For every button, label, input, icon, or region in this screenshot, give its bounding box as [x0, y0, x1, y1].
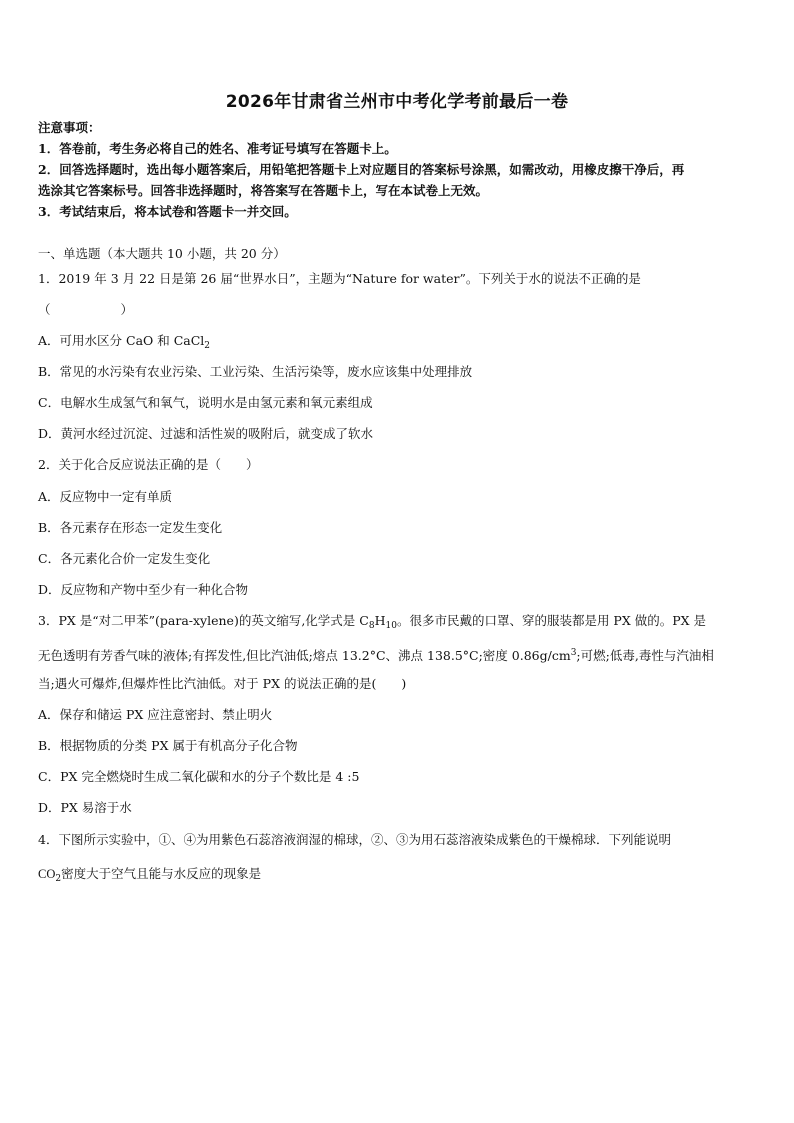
q4-stem-line1: 4．下图所示实验中，①、④为用紫色石蕊溶液润湿的棉球，②、③为用石蕊溶液染成紫色的干燥棉球．下列能说明 [38, 832, 671, 847]
q3-option-a: A．保存和储运 PX 应注意密封、禁止明火 [38, 707, 273, 722]
q3-superscript-3: 3 [570, 648, 577, 658]
q3-subscript-8: 8 [368, 621, 375, 631]
q1-answer-blank [38, 302, 133, 318]
q4-line2-rest: 密度大于空气且能与水反应的现象是 [61, 866, 262, 881]
q3-option-c: C．PX 完全燃烧时生成二氧化碳和水的分子个数比是 4 :5 [38, 769, 360, 784]
q2-option-d: D．反应物和产物中至少有一种化合物 [38, 582, 249, 597]
q2-option-a: A．反应物中一定有单质 [38, 489, 173, 504]
q2-stem: 2．关于化合反应说法正确的是（ ） [38, 457, 259, 472]
notice-item-2-cont: 选涂其它答案标号。回答非选择题时，将答案写在答题卡上，写在本试卷上无效。 [38, 183, 489, 198]
paren-open: （ [38, 302, 51, 317]
q1-option-a-subscript: 2 [204, 341, 211, 351]
q1-option-c: C．电解水生成氢气和氧气，说明水是由氢元素和氧元素组成 [38, 395, 373, 410]
q1-option-a-text: A．可用水区分 CaO 和 CaCl [38, 333, 205, 348]
q3-option-b: B．根据物质的分类 PX 属于有机高分子化合物 [38, 738, 298, 753]
q3-line1-part-c: 。很多市民戴的口罩、穿的服装都是用 PX 做的。PX 是 [396, 613, 706, 628]
section-heading: 一、单选题（本大题共 10 小题，共 20 分） [38, 246, 286, 261]
notice-item-3: 3．考试结束后，将本试卷和答题卡一并交回。 [38, 204, 297, 219]
paren-close: ） [120, 302, 134, 317]
q1-stem: 1．2019 年 3 月 22 日是第 26 届“世界水日”，主题为“Nature for water”。下列关于水的说法不正确的是 [38, 271, 641, 286]
q3-option-d: D．PX 易溶于水 [38, 800, 132, 815]
notice-heading: 注意事项： [38, 120, 101, 135]
q3-line1-part-a: 3．PX 是“对二甲苯”(para-xylene)的英文缩写,化学式是 C [38, 613, 369, 628]
notice-item-2: 2．回答选择题时，选出每小题答案后，用铅笔把答题卡上对应题目的答案标号涂黑，如需改动，用橡皮擦干净后，再 [38, 162, 685, 177]
q2-option-b: B．各元素存在形态一定发生变化 [38, 520, 223, 535]
q3-stem-line1 [38, 613, 706, 634]
q1-option-d: D．黄河水经过沉淀、过滤和活性炭的吸附后，就变成了软水 [38, 426, 374, 441]
q3-line1-part-b: H [374, 613, 386, 628]
q4-co-formula: CO [38, 867, 56, 881]
q1-option-a [38, 333, 210, 354]
q3-stem-line2 [38, 645, 714, 664]
notice-item-1: 1．答卷前，考生务必将自己的姓名、准考证号填写在答题卡上。 [38, 141, 397, 156]
page-title: 2026年甘肃省兰州市中考化学考前最后一卷 [225, 92, 569, 112]
q3-line2-part-b: ;可燃;低毒,毒性与汽油相 [576, 648, 714, 663]
q1-option-b: B．常见的水污染有农业污染、工业污染、生活污染等，废水应该集中处理排放 [38, 364, 473, 379]
q3-subscript-10: 10 [385, 621, 397, 631]
q2-option-c: C．各元素化合价一定发生变化 [38, 551, 211, 566]
q4-stem-line2 [38, 866, 261, 887]
q4-co2-subscript: 2 [55, 874, 62, 884]
q3-line2-part-a: 无色透明有芳香气味的液体;有挥发性,但比汽油低;熔点 13.2°C、沸点 138.5°C;密度 0.86g/cm [38, 648, 571, 663]
q3-stem-line3: 当;遇火可爆炸,但爆炸性比汽油低。对于 PX 的说法正确的是( ) [38, 676, 407, 691]
